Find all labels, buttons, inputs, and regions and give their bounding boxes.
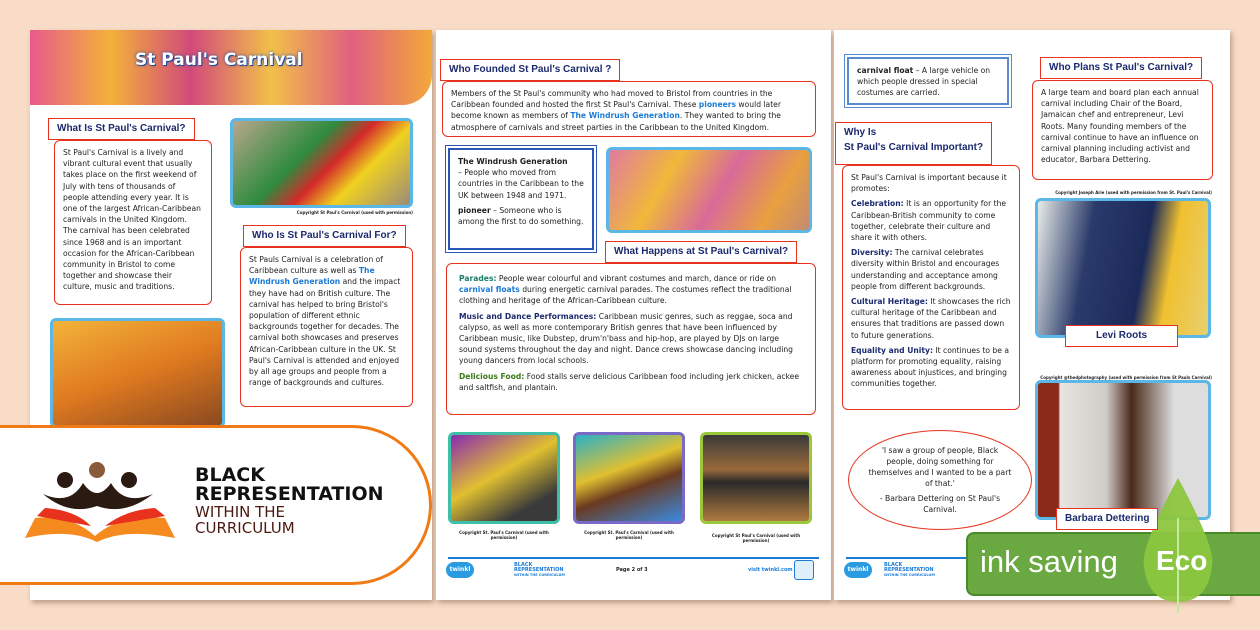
founded-heading: Who Founded St Paul's Carnival ? <box>440 59 620 81</box>
what-text: St Paul's Carnival is a lively and vibrant cultural event that usually takes place on the first weekend of July with tens of thousands of people attending every year. It is one of the largest African-Caribbean carnivals in the United Kingdom. The carnival has been celebrated since 1968 and is an important occasion for the African-Caribbean community in Bristol to come together and showcase their culture, music and traditions. <box>54 140 212 305</box>
food-label: Delicious Food: <box>459 371 525 381</box>
levi-roots-label: Levi Roots <box>1065 325 1178 347</box>
plans-text: A large team and board plan each annual carnival including Chair of the Board, Jamaican chef and entrepreneur, Levi Roots. Many founding members of the carnival continue to have an influence on carnival planning including activist and educator, Barbara Dettering. <box>1032 80 1213 180</box>
pioneers-link[interactable]: pioneers <box>698 100 737 110</box>
barbara-dettering-label: Barbara Dettering <box>1056 508 1158 530</box>
footer-br-logo: BLACK REPRESENTATION WITHIN THE CURRICULUM <box>514 562 565 577</box>
happens-text: Parades: People wear colourful and vibrant costumes and march, dance or ride on carnival floats during energetic carnival parades. The costumes reflect the traditional clothing and heritage of the African-Caribbean culture. Music and Dance Performances: Caribbean music genres, such as reggae, soca and calypso, as well as more contemporary British genres that have been influenced by Caribbean music, like Dubstep, drum'n'bass and hip-hop, are played by DJs on large sound systems throughout the day and night. Dance crews showcase dancing including young dancers from local schools. Delicious Food: Food stalls serve delicious Caribbean food including jerk chicken, ackee and saltfish, and plantain. <box>446 263 816 415</box>
for-text: St Pauls Carnival is a celebration of Caribbean culture as well as The Windrush Generation and the impact they have had on British culture. The carnival has helped to bring Bristol's population of different ethnic backgrounds together for decades. The carnival both showcases and preserves African-Caribbean culture in the UK. St Paul's Carnival is attended and enjoyed by all age groups and people from a range of backgrounds and cultures. <box>240 247 413 407</box>
levi-roots-photo <box>1035 198 1211 338</box>
glossary-def: – People who moved from countries in the Caribbean to the UK between 1948 and 1971. <box>458 168 584 200</box>
glossary-box: carnival float – A large vehicle on which people dressed in special costumes are carried. <box>847 57 1009 105</box>
title-banner <box>30 30 432 105</box>
photo-caption: Copyright Joseph Arie (used with permission from St. Paul's Carnival) <box>1055 190 1212 195</box>
logo-line-within: WITHIN THE <box>195 503 286 521</box>
eco-label: Eco <box>1156 545 1208 576</box>
why-heading: Why Is St Paul's Carnival Important? <box>835 122 992 165</box>
twinkl-logo: twinkl <box>844 562 872 578</box>
parade-photo <box>448 432 560 524</box>
logo-line-curriculum: CURRICULUM <box>195 519 295 537</box>
glossary-term: The Windrush Generation <box>458 157 568 166</box>
glossary-def: – Someone who is among the first to do something. <box>458 205 584 227</box>
community-photo <box>50 318 225 428</box>
twinkl-badge-icon <box>794 560 814 580</box>
carnival-floats-link[interactable]: carnival floats <box>459 285 520 295</box>
page-2 <box>436 30 831 600</box>
food-photo <box>700 432 812 524</box>
quote-attribution: - Barbara Dettering on St Paul's Carnival. <box>879 494 1001 514</box>
logo-text <box>195 466 384 536</box>
what-heading: What Is St Paul's Carnival? <box>48 118 195 140</box>
photo-caption: Copyright St Paul's Carnival (used with permission) <box>711 533 801 543</box>
logo-line-black: BLACK <box>195 464 265 486</box>
photo-caption: Copyright St. Paul's Carnival (used with permission) <box>584 530 674 540</box>
twinkl-logo: twinkl <box>446 562 474 578</box>
founded-text: Members of the St Paul's community who had moved to Bristol from countries in the Caribbean founded and hosted the first St Paul's Carnival. These pioneers would later become known as members of The Windrush Generation. They wanted to bring the atmosphere of carnivals and street parties in the Caribbean to the United Kingdom. <box>442 81 816 137</box>
page-title: St Paul's Carnival <box>135 50 303 70</box>
windrush-link[interactable]: The Windrush Generation <box>570 111 680 121</box>
photo-caption: Copyright St Paul's Carnival (used with permission) <box>296 210 413 215</box>
twinkl-site-link[interactable]: visit twinkl.com <box>748 567 793 573</box>
ink-saving-label: ink saving <box>980 544 1118 579</box>
plans-heading: Who Plans St Paul's Carnival? <box>1040 57 1202 79</box>
photo-caption: Copyright St. Paul's Carnival (used with permission) <box>459 530 549 540</box>
quote-text: 'I saw a group of people, Black people, doing something for themselves and I wanted to be a part of that.' <box>868 446 1012 488</box>
parades-label: Parades: <box>459 274 497 283</box>
music-label: Music and Dance Performances: <box>459 311 597 321</box>
footer-divider <box>448 557 819 559</box>
windrush-link[interactable]: The Windrush Generation <box>249 266 375 287</box>
why-text: St Paul's Carnival is important because it promotes: Celebration: It is an opportunity for the Caribbean-British community to come together, celebrate their culture and share it with others. Diversity: The carnival celebrates diversity within Bristol and encourages understanding and acceptance among people from different backgrounds. Cultural Heritage: It showcases the rich cultural heritage of the Caribbean and ensures that traditions are passed down to future generations. Equality and Unity: It continues to be a platform for promoting equality, raising awareness about injustices, and bringing communities together. <box>842 165 1020 410</box>
book-people-logo-icon <box>25 458 185 548</box>
happens-heading: What Happens at St Paul's Carnival? <box>605 241 797 263</box>
logo-line-representation: REPRESENTATION <box>195 483 384 505</box>
carnival-illustration <box>606 147 812 233</box>
glossary-box <box>448 148 594 250</box>
float-photo <box>230 118 413 208</box>
page-number: Page 2 of 3 <box>616 567 648 573</box>
glossary-term: pioneer <box>458 205 491 215</box>
black-representation-logo-panel <box>0 425 432 585</box>
dancer-photo <box>573 432 685 524</box>
footer-br-logo: BLACK REPRESENTATION WITHIN THE CURRICULUM <box>884 562 935 577</box>
for-heading: Who Is St Paul's Carnival For? <box>243 225 406 247</box>
quote-bubble <box>848 430 1032 530</box>
photo-caption: Copyright @thedphotography (used with permission from St Pauls Carnival) <box>1040 375 1212 380</box>
